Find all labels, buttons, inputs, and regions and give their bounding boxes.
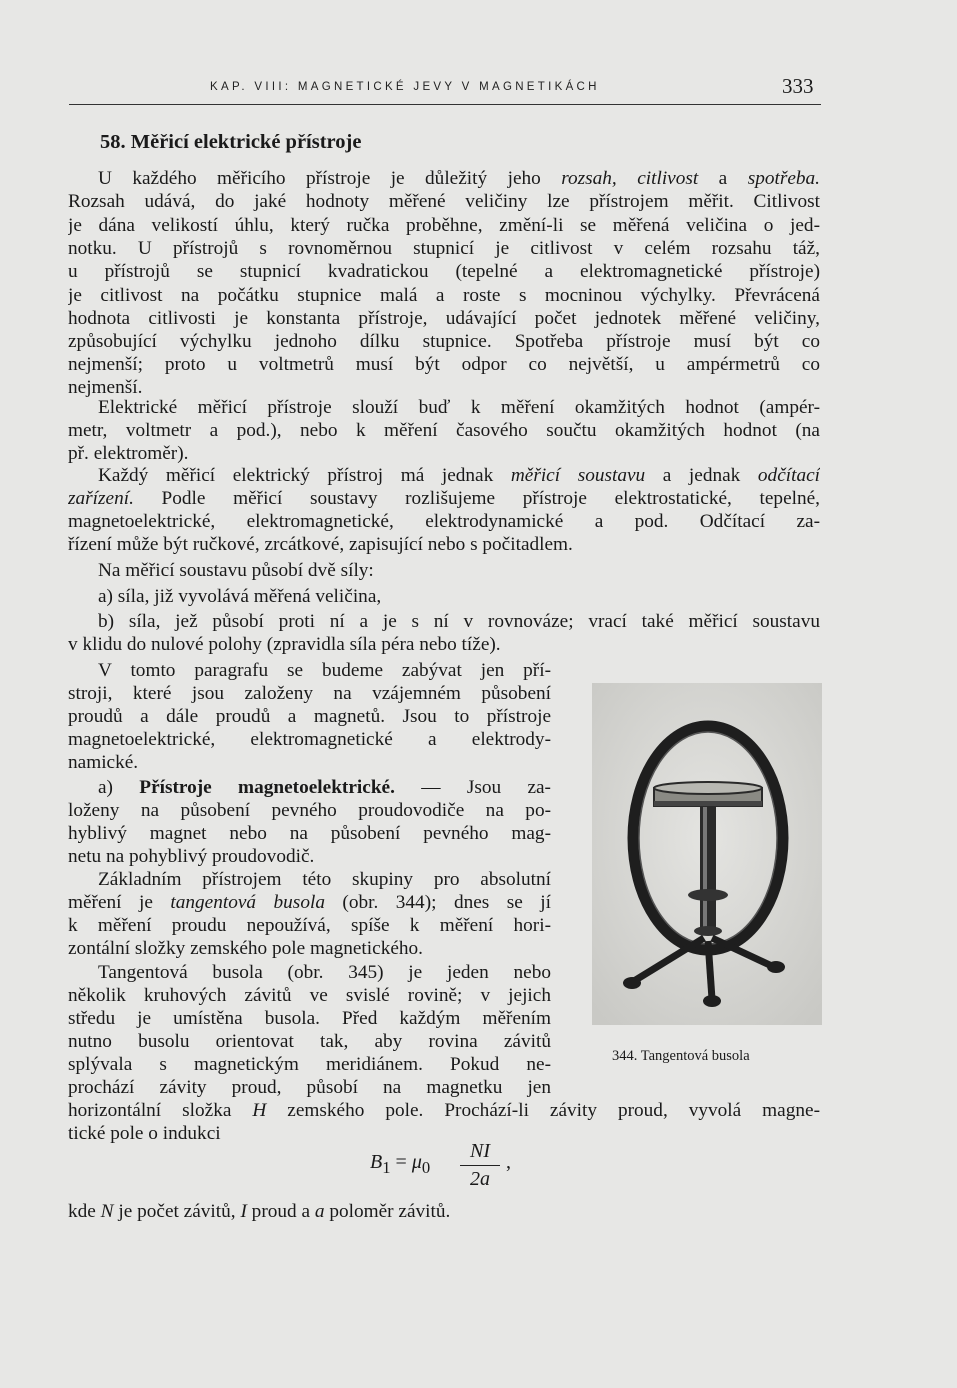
text-span: a [698,168,748,189]
fraction [458,1140,502,1191]
paragraph-6-line: splývala s magnetickým meridiánem. Pokud ne- [68,1054,551,1075]
text-span: a jednak [645,465,758,486]
subsection-a-line: loženy na působení pevného proudovodiče na po- [68,800,551,821]
paragraph-1-line: je dána velikostí úhlu, který ručka proběhne, změní-li se měřená veličina o jed- [68,215,820,236]
paragraph-1-line: je citlivost na počátku stupnice malá a roste s mocninou výchylky. Převrácená [68,285,820,306]
symbol-i: I [240,1201,247,1222]
forces-intro: Na měřicí soustavu působí dvě síly: [98,560,374,581]
paragraph-2-line: metr, voltmetr a pod.), nebo k měření časového součtu okamžitých hodnot (na [68,420,820,441]
text-span: Každý měřicí elektrický přístroj má jednak [98,465,511,486]
numerator: NI [470,1140,490,1162]
paragraph-4-line: magnetoelektrické, elektromagnetické a elektrody- [68,729,551,750]
final-line [68,1200,820,1223]
paragraph-3-line [68,487,820,510]
subsection-a-line: hyblivý magnet nebo na působení pevného mag- [68,823,551,844]
text-span: Podle měřicí soustavy rozlišujeme přístroje elektrostatické, tepelné, [133,488,820,509]
paragraph-1-line: nejmenší. [68,377,143,398]
text-span: je počet závitů, [113,1201,241,1222]
paragraph-3-line: magnetoelektrické, elektromagnetické, elektrodynamické a pod. Odčítací za- [68,511,820,532]
equals-sign: = [390,1151,412,1173]
paragraph-4-line: stroji, které jsou založeny na vzájemném působení [68,683,551,704]
paragraph-4-line: namické. [68,752,139,773]
paragraph-6-line: středu je umístěna busola. Před každým měřením [68,1008,551,1029]
paragraph-2-line: Elektrické měřicí přístroje slouží buď k měření okamžitých hodnot (ampér- [98,397,820,418]
subscript: 1 [382,1158,391,1177]
subsection-a-line [68,776,551,799]
subscript: 0 [421,1158,431,1177]
paragraph-2-line: př. elektroměr). [68,443,189,464]
force-b-line: v klidu do nulové polohy (zpravidla síla péra nebo tíže). [68,634,501,655]
paragraph-1-line: u přístrojů se stupnicí kvadratickou (tepelné a elektromagnetické přístroje) [68,261,820,282]
running-head: KAP. VIII: MAGNETICKÉ JEVY V MAGNETIKÁCH [210,81,600,93]
text-span: zemského pole. Prochází-li závity proud, vyvolá magne- [266,1100,820,1121]
paragraph-5-line: Základním přístrojem této skupiny pro absolutní [98,869,551,890]
text-span: — Jsou za- [394,777,551,798]
header-rule [69,104,821,105]
symbol-a: a [314,1201,325,1222]
symbol-mu: μ [411,1151,422,1173]
paragraph-5-line: zontální složky zemského pole magnetického. [68,938,423,959]
paragraph-4-line: proudů a dále proudů a magnetů. Jsou to přístroje [68,706,551,727]
paragraph-6-line [68,1099,820,1122]
paragraph-5-line: k měření proudu nepoužívá, spíše k měření hori- [68,915,551,936]
paragraph-1-line: hodnota citlivosti je konstanta přístroje, udávající počet jednotek měřené veličiny, [68,308,820,329]
comma: , [506,1151,511,1173]
text-span: měření je [68,892,171,913]
paragraph-5-line [68,891,551,914]
paragraph-4-line: V tomto paragrafu se budeme zabývat jen pří- [98,660,551,681]
term-measuring-system: měřicí soustavu [510,465,646,486]
force-a: a) síla, již vyvolává měřená veličina, [98,586,382,607]
symbol-n: N [100,1201,114,1222]
paragraph-1-line: způsobující výchylku jednoho dílku stupnice. Spotřeba přístroje musí být co [68,331,820,352]
paragraph-1-line [68,167,820,190]
term-range-sensitivity: rozsah, citlivost [561,168,699,189]
paragraph-3-line: řízení může být ručkové, zrcátkové, zapisující nebo s počitadlem. [68,534,573,555]
paragraph-1-line: Rozsah udává, do jaké hodnoty měřené veličiny lze přístrojem měřit. Citlivost [68,191,820,212]
text-span: horizontální složka [68,1100,253,1121]
term-reading: odčítací [757,465,820,486]
text-span: U každého měřicího přístroje je důležitý jeho [98,168,562,189]
paragraph-6-line: tické pole o indukci [68,1123,221,1144]
term-consumption: spotřeba. [747,168,820,189]
force-b-line: b) síla, jež působí proti ní a je s ní v rovnováze; vrací také měřicí soustavu [98,611,820,632]
subsection-heading: Přístroje magnetoelektrické. [139,777,395,798]
symbol-h: H [252,1100,267,1121]
paragraph-6-line: prochází závity proud, působí na magnetku jen [68,1077,551,1098]
tangent-galvanometer-illustration [592,683,822,1025]
paragraph-6-line: Tangentová busola (obr. 345) je jeden nebo [98,962,551,983]
text-span: poloměr závitů. [324,1201,451,1222]
page-number: 333 [782,74,814,98]
term-tangent-galvanometer: tangentová busola [170,892,325,913]
text-span: (obr. 344); dnes se jí [324,892,551,913]
subsection-a-line: netu na pohyblivý proudovodič. [68,846,315,867]
section-title: 58. Měřicí elektrické přístroje [100,131,362,153]
symbol-b: B [370,1151,383,1173]
paragraph-6-line: nutno busolu orientovat tak, aby rovina závitů [68,1031,551,1052]
figure-tangent-galvanometer [592,683,822,1025]
paragraph-1-line: nejmenší; proto u voltmetrů musí být odpor co největší, u ampérmetrů co [68,354,820,375]
term-device: zařízení. [68,488,134,509]
text-span: a) [98,777,140,798]
paragraph-3-line [68,464,820,487]
denominator: 2a [470,1168,490,1190]
text-span: kde [68,1201,101,1222]
paragraph-1-line: notku. U přístrojů s rovnoměrnou stupnicí je citlivost v celém rozsahu táž, [68,238,820,259]
formula-lhs [370,1151,430,1178]
paragraph-6-line: několik kruhových závitů ve svislé rovině; v jejich [68,985,551,1006]
text-span: proud a [246,1201,315,1222]
fraction-bar [460,1165,500,1166]
figure-caption: 344. Tangentová busola [612,1048,750,1064]
